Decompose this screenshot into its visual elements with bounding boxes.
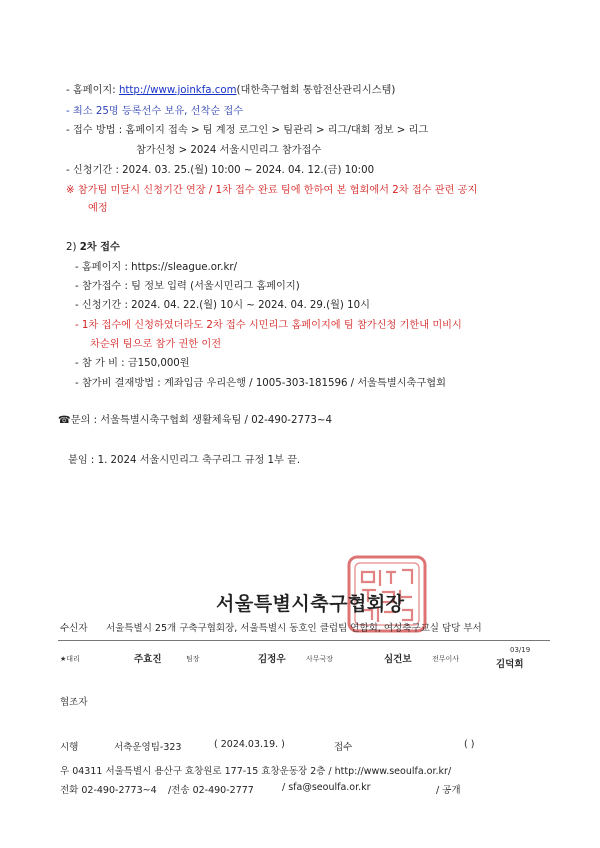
contact-line bbox=[58, 414, 332, 428]
section2-period: - 신청기간 : 2024. 04. 22.(월) 10시 ~ 2024. 04. 29.(월) 10시 bbox=[75, 300, 370, 311]
section2-warning-line1: - 1차 접수에 신청하였더라도 2차 접수 시민리그 홈페이지에 팀 참가신청 기한내 미비시 bbox=[75, 320, 462, 331]
enforce-label: 시행 bbox=[60, 742, 79, 753]
cooperator-label: 협조자 bbox=[60, 697, 88, 708]
approver1-role: 팀장 bbox=[186, 655, 200, 663]
address-line: 우 04311 서울특별시 용산구 효창원로 177-15 효창운동장 2층 / http://www.seoulfa.or.kr/ bbox=[60, 766, 452, 777]
recipient-label: 수신자 bbox=[60, 623, 88, 634]
footer-disclosure: / 공개 bbox=[436, 785, 461, 796]
section2-heading bbox=[66, 241, 120, 255]
footer-phone: 전화 02-490-2773~4 bbox=[60, 785, 157, 796]
method-line2: 참가신청 > 2024 서울시민리그 참가접수 bbox=[136, 145, 322, 156]
reception-label: 접수 bbox=[334, 742, 353, 753]
section2-homepage: - 홈페이지 : https://sleague.or.kr/ bbox=[75, 262, 238, 273]
approver4-name: 김덕희 bbox=[496, 659, 524, 670]
approver2-name: 김정우 bbox=[258, 654, 286, 665]
approver3-name: 심건보 bbox=[384, 654, 412, 665]
note-line1: ※ 참가팀 미달시 신청기간 연장 / 1차 접수 완료 팀에 한하여 본 협회에서 2차 접수 관련 공지 bbox=[66, 185, 478, 196]
approver2-role: 사무국장 bbox=[306, 655, 334, 663]
method-line1: - 접수 방법 : 홈페이지 접속 > 팀 계정 로그인 > 팀관리 > 리그/대회 정보 > 리그 bbox=[66, 125, 429, 136]
section2-title: 2차 접수 bbox=[79, 242, 120, 253]
footer-email: / sfa@seoulfa.or.kr bbox=[282, 782, 371, 793]
requirement-text: - 최소 25명 등록선수 보유, 선착순 접수 bbox=[66, 106, 244, 117]
attachment-text: 붙임 : 1. 2024 서울시민리그 축구리그 규정 1부 끝. bbox=[68, 455, 301, 466]
section2-method: - 참가접수 : 팀 정보 입력 (서울시민리그 홈페이지) bbox=[75, 281, 300, 292]
enforce-date: ( 2024.03.19. ) bbox=[214, 739, 285, 750]
homepage-line bbox=[66, 84, 395, 98]
phone-icon: ☎ bbox=[58, 415, 71, 426]
joinkfa-link[interactable]: http://www.joinkfa.com bbox=[118, 85, 237, 96]
reception-paren: ( ) bbox=[464, 739, 475, 750]
approver1-name: 주효진 bbox=[134, 654, 162, 665]
section2-fee: - 참 가 비 : 금150,000원 bbox=[75, 358, 190, 369]
period-text: - 신청기간 : 2024. 03. 25.(월) 10:00 ~ 2024. 04. 12.(금) 10:00 bbox=[66, 165, 375, 176]
approval-star: ★대리 bbox=[60, 655, 80, 663]
homepage-prefix: - 홈페이지: bbox=[66, 85, 119, 96]
section2-number: 2) bbox=[66, 242, 80, 253]
approver4-date: 03/19 bbox=[510, 646, 531, 654]
footer-divider-top bbox=[58, 640, 550, 641]
section2-payment: - 참가비 결재방법 : 계좌입금 우리은행 / 1005-303-181596 / 서울특별시축구협회 bbox=[75, 378, 446, 389]
enforce-doc: 서축운영팀-323 bbox=[114, 742, 182, 753]
note-line2: 예정 bbox=[88, 203, 108, 214]
homepage-suffix: (대한축구협회 통합전산관리시스템) bbox=[236, 85, 396, 96]
footer-fax: /전송 02-490-2777 bbox=[168, 785, 254, 796]
section2-warning-line2: 차순위 팀으로 참가 권한 이전 bbox=[90, 339, 222, 350]
org-title: 서울특별시축구협회장 bbox=[216, 593, 405, 615]
contact-text: 문의 : 서울특별시축구협회 생활체육팀 / 02-490-2773~4 bbox=[70, 415, 332, 426]
approver3-role: 전무이사 bbox=[432, 655, 460, 663]
recipient-value: 서울특별시 25개 구축구협회장, 서울특별시 동호인 클럽팀 연합회, 여성축구교실 담당 부서 bbox=[106, 623, 482, 634]
